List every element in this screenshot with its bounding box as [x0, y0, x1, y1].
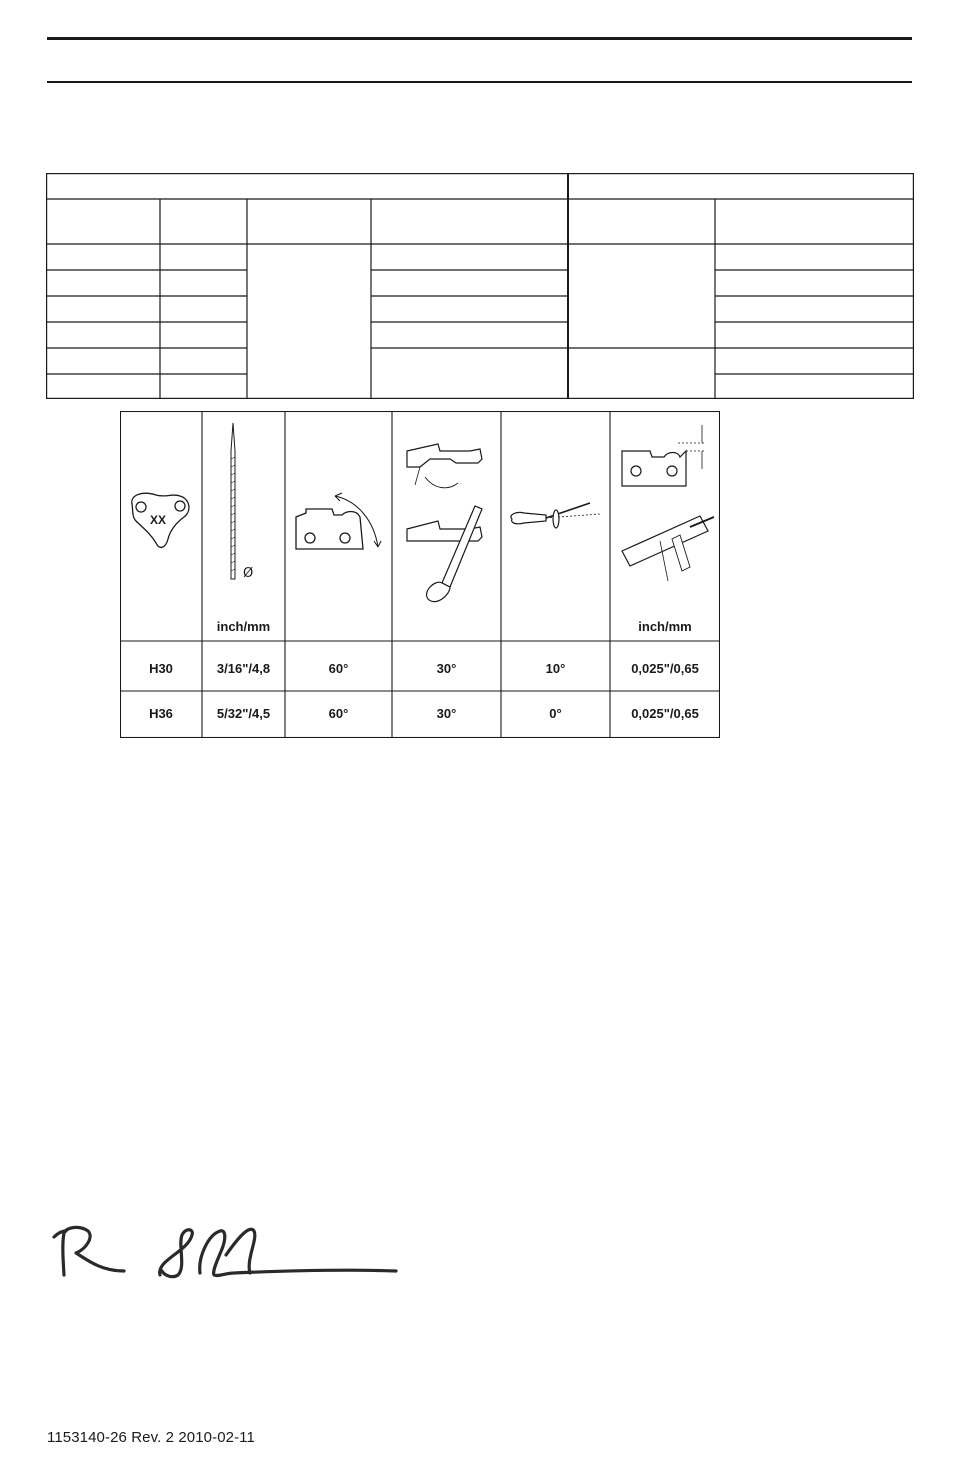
sharpening-table-drawing: [120, 411, 720, 738]
side-plate-angle-cell: 30°: [436, 706, 457, 721]
file-diameter-cell: 5/32"/4,5: [216, 706, 271, 721]
file-diameter-cell: 3/16"/4,8: [216, 661, 271, 676]
top-plate-angle-icon: [296, 493, 381, 549]
side-plate-angle-icon: [407, 444, 482, 602]
file-diameter-unit-label: inch/mm: [216, 619, 271, 634]
chain-type-cell: H36: [149, 706, 173, 721]
diameter-symbol: Ø: [243, 566, 254, 581]
file-holder-tilt-icon: [511, 503, 600, 528]
file-tilt-cell: 0°: [549, 706, 562, 721]
depth-gauge-cell: 0,025"/0,65: [631, 661, 699, 676]
top-plate-angle-cell: 60°: [328, 706, 349, 721]
side-plate-angle-cell: 30°: [436, 661, 457, 676]
cutter-mark-label: XX: [150, 513, 167, 527]
chain-type-cell: H30: [149, 661, 173, 676]
depth-gauge-icon: [622, 425, 714, 581]
header-rule: [47, 81, 912, 83]
signature: [50, 1215, 410, 1285]
depth-gauge-cell: 0,025"/0,65: [631, 706, 699, 721]
document-code: 1153140-26 Rev. 2 2010-02-11: [47, 1429, 255, 1446]
sharpening-equipment-table: [120, 411, 720, 738]
depth-gauge-unit-label: inch/mm: [638, 619, 692, 634]
round-file-icon: [231, 423, 235, 579]
top-rule: [47, 37, 912, 40]
top-plate-angle-cell: 60°: [328, 661, 349, 676]
spec-table-grid: [46, 173, 914, 399]
file-tilt-cell: 10°: [545, 661, 566, 676]
bar-chain-spec-table: [46, 173, 914, 399]
